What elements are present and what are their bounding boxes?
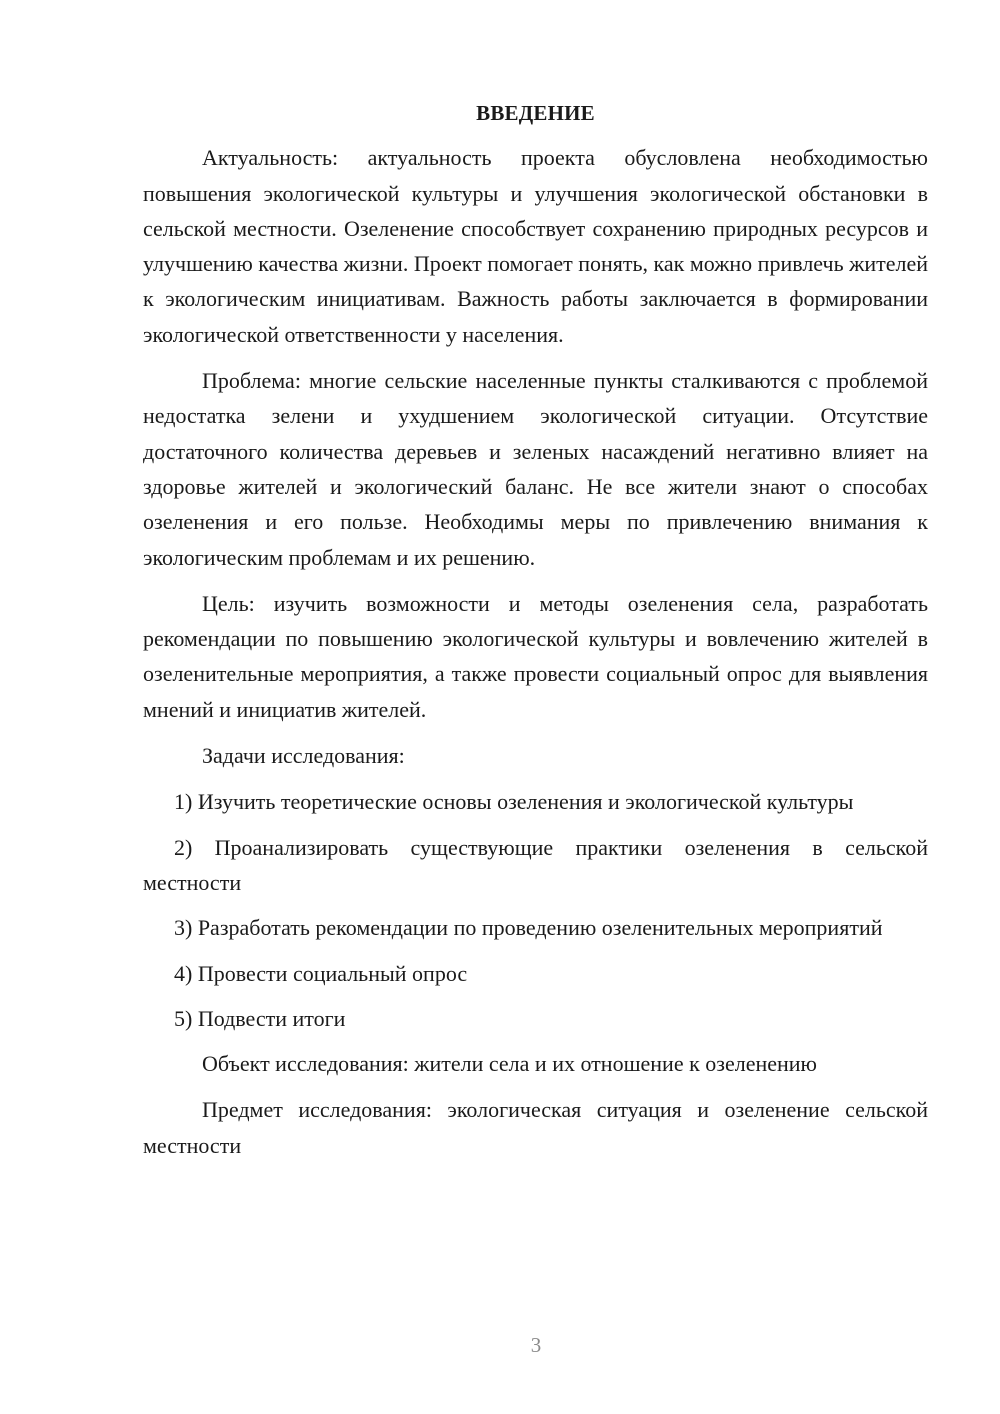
paragraph-subject: Предмет исследования: экологическая ситуация и озеленение сельской местности	[143, 1097, 928, 1158]
paragraph-relevance: Актуальность: актуальность проекта обусловлена необходимостью повышения экологической культуры и улучшения экологической обстановки в сельской местности. Озеленение способствует сохранению природных ресурсов и улучшению качества жизни. Проект помогает понять, как можно привлечь жителей к экологическим инициативам. Важность работы заключается в формировании экологической ответственности у населения.	[143, 145, 928, 347]
task-item-2: 2) Проанализировать существующие практики озеленения в сельской местности	[143, 834, 928, 895]
task-item-3: 3) Разработать рекомендации по проведению озеленительных мероприятий	[174, 915, 883, 941]
paragraph-problem: Проблема: многие сельские населенные пункты сталкиваются с проблемой недостатка зелени и ухудшением экологической ситуации. Отсутствие достаточного количества деревьев и зеленых насаждений негативно влияет на здоровье жителей и экологический баланс. Не все жители знают о способах озеленения и его пользе. Необходимы меры по привлечению внимания к экологическим проблемам и их решению.	[143, 368, 928, 570]
paragraph-object: Объект исследования: жители села и их отношение к озеленению	[202, 1051, 817, 1077]
tasks-heading: Задачи исследования:	[202, 743, 405, 769]
task-item-5: 5) Подвести итоги	[174, 1005, 346, 1031]
page-number: 3	[530, 1333, 542, 1357]
paragraph-goal: Цель: изучить возможности и методы озеленения села, разработать рекомендации по повышению экологической культуры и вовлечению жителей в озеленительные мероприятия, а также провести социальный опрос для выявления мнений и инициатив жителей.	[143, 590, 928, 722]
task-item-4: 4) Провести социальный опрос	[174, 960, 468, 986]
page-content	[143, 96, 928, 1174]
section-title: ВВЕДЕНИЕ	[476, 101, 595, 125]
task-item-1: 1) Изучить теоретические основы озеленения и экологической культуры	[174, 789, 854, 815]
